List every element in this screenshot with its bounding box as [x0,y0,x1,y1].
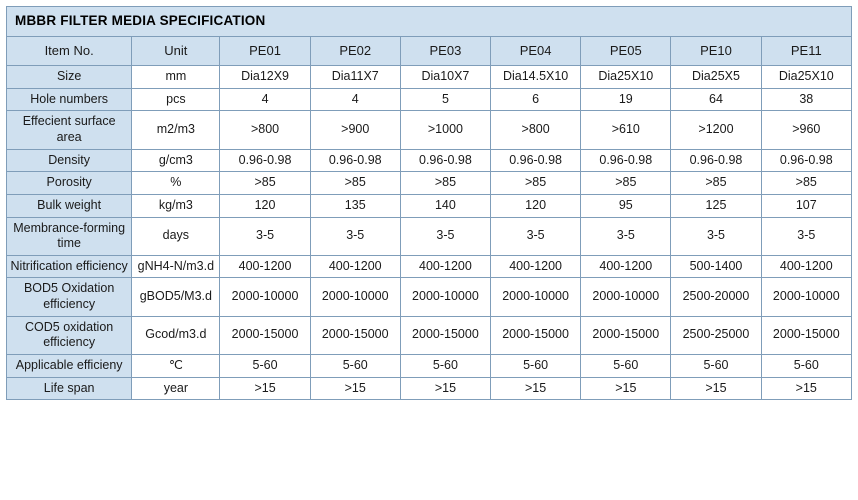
cell-value: Dia11X7 [310,66,400,89]
cell-value: >15 [310,377,400,400]
cell-value: 4 [220,88,310,111]
column-header-pe05: PE05 [581,36,671,65]
cell-value: 400-1200 [761,255,851,278]
column-header-pe03: PE03 [400,36,490,65]
row-label: Density [7,149,132,172]
cell-value: 3-5 [761,217,851,255]
cell-value: Dia14.5X10 [491,66,581,89]
row-label: Applicable efficieny [7,354,132,377]
cell-value: 400-1200 [581,255,671,278]
cell-value: 2000-10000 [761,278,851,316]
cell-value: 64 [671,88,761,111]
table-row [7,111,852,149]
cell-value: >15 [761,377,851,400]
cell-value: 2000-10000 [400,278,490,316]
cell-value: 5-60 [491,354,581,377]
cell-value: 0.96-0.98 [671,149,761,172]
row-label: Life span [7,377,132,400]
row-unit: gNH4-N/m3.d [132,255,220,278]
cell-value: >1200 [671,111,761,149]
column-header-item-no: Item No. [7,36,132,65]
cell-value: >15 [491,377,581,400]
column-header-pe10: PE10 [671,36,761,65]
cell-value: 135 [310,194,400,217]
table-row [7,194,852,217]
cell-value: 2000-15000 [761,316,851,354]
table-row [7,88,852,111]
cell-value: Dia25X10 [581,66,671,89]
cell-value: 2000-10000 [581,278,671,316]
cell-value: >900 [310,111,400,149]
row-unit: gBOD5/M3.d [132,278,220,316]
row-unit: ℃ [132,354,220,377]
cell-value: >15 [400,377,490,400]
cell-value: 3-5 [310,217,400,255]
cell-value: 140 [400,194,490,217]
column-header-pe04: PE04 [491,36,581,65]
cell-value: 2000-10000 [310,278,400,316]
cell-value: 2000-10000 [220,278,310,316]
cell-value: 2500-20000 [671,278,761,316]
cell-value: >85 [400,172,490,195]
row-unit: mm [132,66,220,89]
table-header-row [7,36,852,65]
table-row [7,255,852,278]
row-unit: m2/m3 [132,111,220,149]
row-unit: pcs [132,88,220,111]
cell-value: 3-5 [491,217,581,255]
cell-value: 125 [671,194,761,217]
row-label: Effecient surface area [7,111,132,149]
row-unit: % [132,172,220,195]
row-label: Porosity [7,172,132,195]
cell-value: >15 [581,377,671,400]
column-header-pe11: PE11 [761,36,851,65]
mbbr-specification-table [6,6,852,400]
cell-value: 4 [310,88,400,111]
row-label: BOD5 Oxidation efficiency [7,278,132,316]
cell-value: 19 [581,88,671,111]
cell-value: 0.96-0.98 [400,149,490,172]
row-unit: days [132,217,220,255]
table-row [7,377,852,400]
row-label: Membrance-forming time [7,217,132,255]
cell-value: >610 [581,111,671,149]
row-unit: year [132,377,220,400]
table-row [7,217,852,255]
cell-value: 5-60 [581,354,671,377]
cell-value: Dia25X5 [671,66,761,89]
cell-value: 38 [761,88,851,111]
cell-value: 6 [491,88,581,111]
cell-value: Dia12X9 [220,66,310,89]
cell-value: 5-60 [400,354,490,377]
cell-value: 3-5 [220,217,310,255]
row-label: COD5 oxidation efficiency [7,316,132,354]
cell-value: >85 [310,172,400,195]
cell-value: >1000 [400,111,490,149]
row-label: Nitrification efficiency [7,255,132,278]
cell-value: >85 [491,172,581,195]
cell-value: Dia10X7 [400,66,490,89]
table-row [7,149,852,172]
cell-value: >960 [761,111,851,149]
row-unit: Gcod/m3.d [132,316,220,354]
table-row [7,316,852,354]
cell-value: 2000-15000 [400,316,490,354]
cell-value: >85 [220,172,310,195]
cell-value: >85 [581,172,671,195]
column-header-pe02: PE02 [310,36,400,65]
cell-value: 0.96-0.98 [761,149,851,172]
cell-value: 3-5 [671,217,761,255]
cell-value: 3-5 [581,217,671,255]
cell-value: 0.96-0.98 [581,149,671,172]
cell-value: 500-1400 [671,255,761,278]
cell-value: >15 [671,377,761,400]
cell-value: 5-60 [220,354,310,377]
cell-value: 400-1200 [310,255,400,278]
table-row [7,354,852,377]
column-header-unit: Unit [132,36,220,65]
cell-value: 2000-10000 [491,278,581,316]
row-label: Size [7,66,132,89]
cell-value: 5 [400,88,490,111]
cell-value: 5-60 [310,354,400,377]
page-title: MBBR FILTER MEDIA SPECIFICATION [7,7,852,37]
cell-value: 2000-15000 [491,316,581,354]
cell-value: >800 [220,111,310,149]
cell-value: 2000-15000 [220,316,310,354]
table-body [7,7,852,400]
cell-value: 5-60 [671,354,761,377]
cell-value: 3-5 [400,217,490,255]
cell-value: >85 [761,172,851,195]
cell-value: 400-1200 [400,255,490,278]
cell-value: 107 [761,194,851,217]
row-label: Bulk weight [7,194,132,217]
cell-value: 0.96-0.98 [310,149,400,172]
cell-value: >15 [220,377,310,400]
cell-value: 400-1200 [491,255,581,278]
table-row [7,172,852,195]
cell-value: 2000-15000 [310,316,400,354]
row-label: Hole numbers [7,88,132,111]
table-title-row [7,7,852,37]
table-row [7,278,852,316]
cell-value: 120 [220,194,310,217]
cell-value: Dia25X10 [761,66,851,89]
cell-value: >800 [491,111,581,149]
row-unit: kg/m3 [132,194,220,217]
cell-value: 95 [581,194,671,217]
column-header-pe01: PE01 [220,36,310,65]
cell-value: 400-1200 [220,255,310,278]
cell-value: >85 [671,172,761,195]
cell-value: 2000-15000 [581,316,671,354]
cell-value: 5-60 [761,354,851,377]
cell-value: 0.96-0.98 [220,149,310,172]
table-row [7,66,852,89]
cell-value: 2500-25000 [671,316,761,354]
cell-value: 0.96-0.98 [491,149,581,172]
cell-value: 120 [491,194,581,217]
row-unit: g/cm3 [132,149,220,172]
